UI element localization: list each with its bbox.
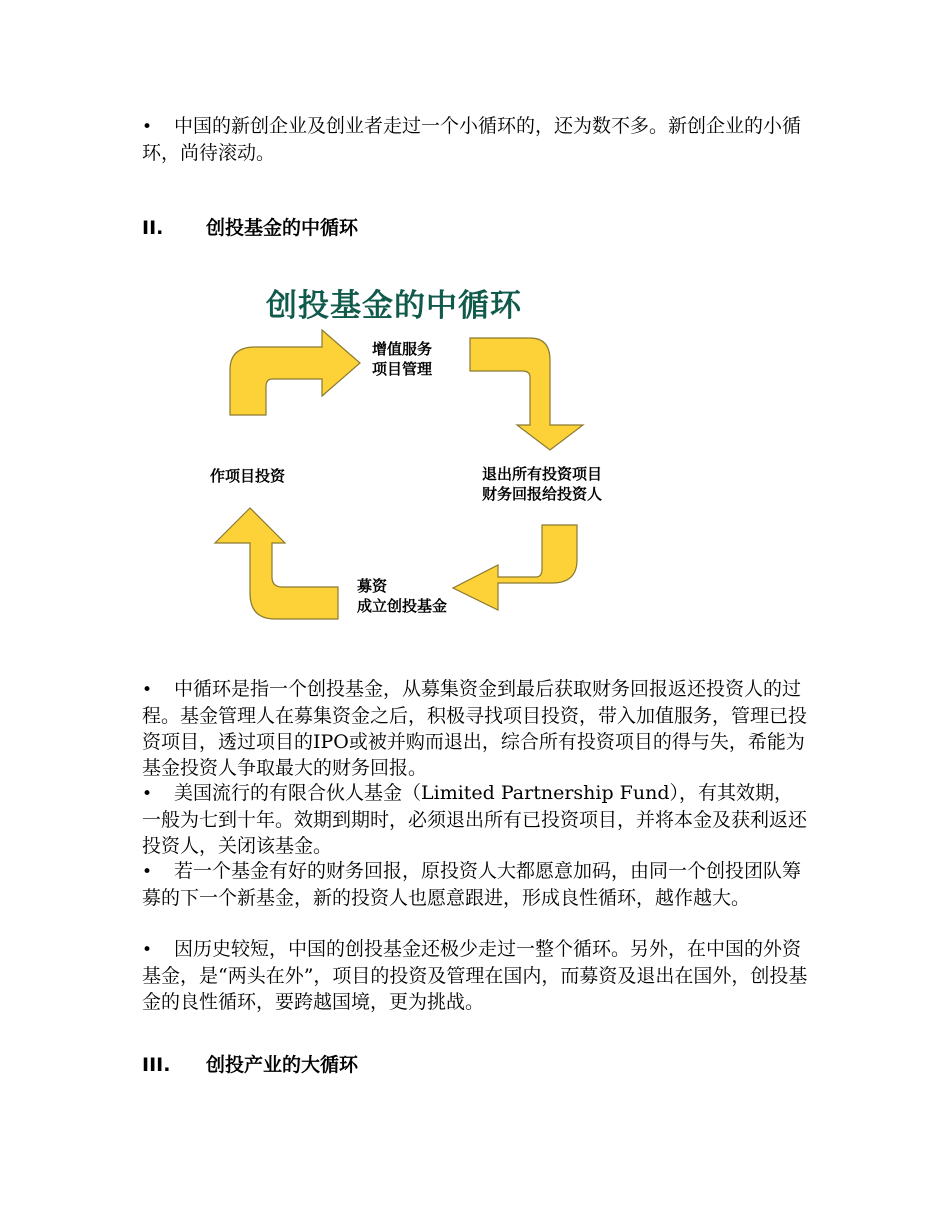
section-3-number: III. <box>142 1054 171 1076</box>
paragraph-2-text: 美国流行的有限合伙人基金（Limited Partnership Fund），有其效期，一般为七到十年。效期到期时，必须退出所有已投资项目，并将本金及获利返还投资人，关闭该基金。 <box>142 782 808 857</box>
step-exit <box>482 464 602 504</box>
bullet: • <box>142 862 153 882</box>
step-4-line-1: 作项目投资 <box>210 467 286 485</box>
section-2-title: 创投基金的中循环 <box>206 217 359 239</box>
bullet: • <box>142 784 153 804</box>
paragraph-1-text: 中循环是指一个创投基金，从募集资金到最后获取财务回报返还投资人的过程。基金管理人在募集资金之后，积极寻找项目投资，带入加值服务，管理已投资项目，透过项目的IPO或被并购而退出，综合所有投资项目的得与失，希能为基金投资人争取最大的财务回报。 <box>142 678 808 779</box>
section-2-heading <box>142 215 358 241</box>
paragraph-3-text: 若一个基金有好的财务回报，原投资人大都愿意加码，由同一个创投团队筹募的下一个新基金，新的投资人也愿意跟进，形成良性循环，越作越大。 <box>142 860 802 909</box>
arrow-top-left <box>230 330 360 415</box>
arrow-bottom-right <box>453 525 577 610</box>
step-1-line-1: 增值服务 <box>372 340 433 358</box>
step-value-added <box>372 339 432 379</box>
arrow-top-right <box>470 338 583 450</box>
cycle-diagram <box>200 275 640 635</box>
paragraph-1 <box>142 676 810 781</box>
intro-text: 中国的新创企业及创业者走过一个小循环的，还为数不多。新创企业的小循环，尚待滚动。 <box>142 115 802 164</box>
paragraph-3 <box>142 858 810 911</box>
step-3-line-2: 成立创投基金 <box>357 597 448 615</box>
step-3-line-1: 募资 <box>357 577 388 595</box>
section-2-number: II. <box>142 217 164 239</box>
section-3-title: 创投产业的大循环 <box>206 1054 359 1076</box>
section-3-heading <box>142 1052 358 1078</box>
bullet: • <box>142 680 153 700</box>
paragraph-2 <box>142 780 810 859</box>
bullet: • <box>142 940 153 960</box>
diagram-title: 创投基金的中循环 <box>266 288 522 324</box>
paragraph-4-text: 因历史较短，中国的创投基金还极少走过一整个循环。另外，在中国的外资基金，是“两头在外”，项目的投资及管理在国内，而募资及退出在国外，创投基金的良性循环，要跨越国境，更为挑战。 <box>142 938 808 1013</box>
bullet: • <box>142 117 153 137</box>
step-2-line-2: 财务回报给投资人 <box>482 485 603 503</box>
step-fundraise <box>357 576 447 616</box>
step-1-line-2: 项目管理 <box>372 360 433 378</box>
intro-paragraph <box>142 113 810 166</box>
arrow-bottom-left <box>215 508 338 619</box>
step-2-line-1: 退出所有投资项目 <box>482 465 603 483</box>
paragraph-4 <box>142 936 810 1015</box>
step-invest <box>210 466 285 486</box>
